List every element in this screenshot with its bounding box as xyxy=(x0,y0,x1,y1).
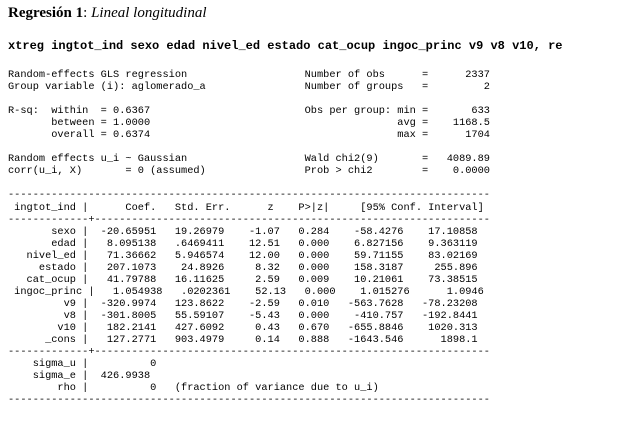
table-bottom-rule: ------------------------------------------------------------------------------ xyxy=(8,394,490,407)
table-header-rule: -------------+---------------------------------------------------------------- xyxy=(8,213,490,226)
output-line-groups: Group variable (i): aglomerado_a Number of groups = 2 xyxy=(8,81,490,94)
regression-title-subtitle: Lineal longitudinal xyxy=(91,5,207,21)
output-blank xyxy=(8,177,490,189)
table-row-ingoc-princ: ingoc_princ | 1.054938 .0202361 52.13 0.000 1.015276 1.0946 xyxy=(8,285,484,298)
output-line-random-effects: Random effects u_i ~ Gaussian Wald chi2(9) = 4089.89 xyxy=(8,153,490,166)
table-row-sexo: sexo | -20.65951 19.26979 -1.07 0.284 -58.4276 17.10858 xyxy=(8,225,478,238)
output-line-obs: Random-effects GLS regression Number of obs = 2337 xyxy=(8,69,490,81)
output-line-rsq-within: R-sq: within = 0.6367 Obs per group: min = 633 xyxy=(8,105,490,118)
regression-title-label: Regresión 1 xyxy=(8,5,84,21)
table-mid-rule: -------------+---------------------------------------------------------------- xyxy=(8,346,490,359)
output-line-corr: corr(u_i, X) = 0 (assumed) Prob > chi2 = 0.0000 xyxy=(8,165,490,178)
table-row-v10: v10 | 182.2141 427.6092 0.43 0.670 -655.8846 1020.313 xyxy=(8,321,478,334)
table-row-sigma-e: sigma_e | 426.9938 xyxy=(8,370,151,383)
regression-output xyxy=(8,69,490,406)
table-header: ingtot_ind | Coef. Std. Err. z P>|z| [95% Conf. Interval] xyxy=(8,201,484,214)
table-top-rule: ------------------------------------------------------------------------------ xyxy=(8,189,490,202)
table-row-cat-ocup: cat_ocup | 41.79788 16.11625 2.59 0.009 10.21061 73.38515 xyxy=(8,273,478,286)
regression-title xyxy=(8,5,207,22)
table-row-v9: v9 | -320.9974 123.8622 -2.59 0.010 -563.7628 -78.23208 xyxy=(8,297,478,310)
output-blank xyxy=(8,93,490,105)
table-row-estado: estado | 207.1073 24.8926 8.32 0.000 158.3187 255.896 xyxy=(8,261,478,274)
stata-command: xtreg ingtot_ind sexo edad nivel_ed estado cat_ocup ingoc_princ v9 v8 v10, re xyxy=(8,39,563,53)
table-row-rho: rho | 0 (fraction of variance due to u_i) xyxy=(8,382,379,395)
table-row-sigma-u: sigma_u | 0 xyxy=(8,358,157,371)
regression-title-separator: : xyxy=(83,5,92,21)
table-row-edad: edad | 8.095138 .6469411 12.51 0.000 6.827156 9.363119 xyxy=(8,237,478,250)
output-line-rsq-overall: overall = 0.6374 max = 1704 xyxy=(8,129,490,142)
table-row-nivel-ed: nivel_ed | 71.36662 5.946574 12.00 0.000 59.71155 83.02169 xyxy=(8,249,478,262)
table-row-cons: _cons | 127.2771 903.4979 0.14 0.888 -1643.546 1898.1 xyxy=(8,334,478,347)
output-blank xyxy=(8,141,490,153)
table-row-v8: v8 | -301.8005 55.59107 -5.43 0.000 -410.757 -192.8441 xyxy=(8,309,478,322)
output-line-rsq-between: between = 1.0000 avg = 1168.5 xyxy=(8,117,490,130)
